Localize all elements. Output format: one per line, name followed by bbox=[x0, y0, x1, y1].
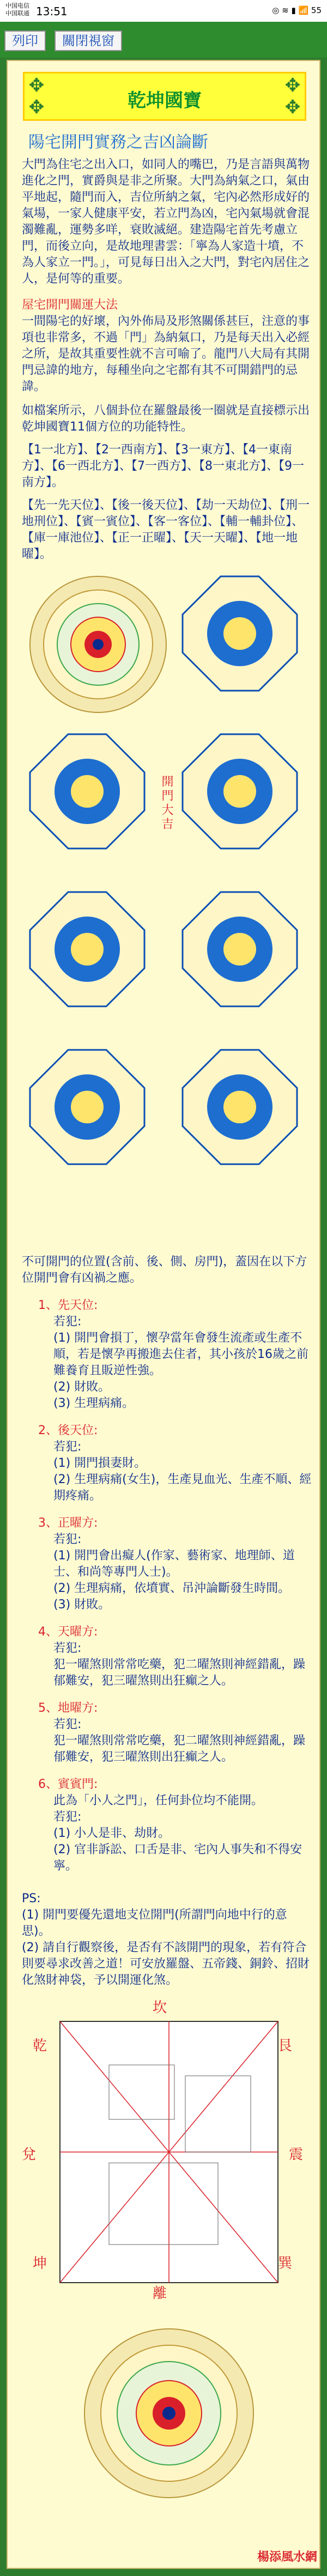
corner-ornament-icon: ✥ bbox=[284, 75, 301, 96]
item-4 bbox=[22, 1624, 314, 1689]
section-heading: 屋宅開門關運大法 bbox=[22, 298, 118, 312]
section-paragraph: 如檔案所示，八個卦位在羅盤最後一圈就是直接標示出乾坤國寶11個方位的功能特性。 bbox=[22, 404, 310, 434]
vertical-caption: 開門大吉 bbox=[160, 775, 173, 832]
intro-paragraph: 大門為住宅之出入口，如同人的嘴巴，乃是言語與萬物進化之門，實爵與是非之所聚。大門為納氣之口，氣由平地起，隨門而入，吉位所納之氣，宅內必然形成好的氣場，一家人健康平安，若立門為凶，宅內氣場就會混濁難亂，運勢多咩，衰敗滅絕。建造陽宅首先考慮立門，而後立向，是故地理書雲：「寧為人家造十墳，不為人家立一門。」，可見每日出入之大門，對宅內居住之人，是何等的重要。 bbox=[22, 158, 310, 286]
item-5 bbox=[22, 1700, 314, 1766]
gua-list: 【先一先天位】、【後一後天位】、【劫一天劫位】、【刑一地刑位】、【賓一賓位】、【客一客位】、【輔一輔卦位】、【庫一庫池位】、【正一正曜】、【天一天曜】、【地一地曜】。 bbox=[22, 499, 310, 561]
carrier-line-1: 中国电信 bbox=[5, 2, 29, 9]
plan-label-xun: 巽 bbox=[278, 2255, 293, 2272]
item-title: 2、後天位: bbox=[38, 1424, 98, 1437]
plan-label-li: 離 bbox=[153, 2285, 167, 2302]
item-6 bbox=[22, 1776, 314, 1874]
positions-list: 【1一北方】、【2一西南方】、【3一東方】、【4一東南方】、【6一西北方】、【7一西方】、【8一東北方】、【9一南方】。 bbox=[22, 443, 304, 489]
plan-label-zhen: 震 bbox=[289, 2147, 304, 2163]
item-point: (2) 生理病痛，依墳實、吊沖論斷發生時間。 bbox=[53, 1582, 290, 1595]
item-rule: 若犯: bbox=[53, 1315, 82, 1329]
bagua-octagon-icon bbox=[27, 1047, 147, 1167]
bagua-figure bbox=[22, 574, 314, 1243]
item-point: 犯一曜煞則常常吃藥，犯二曜煞則神經錯亂，躁郁難安，犯三曜煞則出狂癲之人。 bbox=[53, 1658, 306, 1688]
item-point: (1) 開門會損丁，懷孕當年會發生流產或生產不順，若是懷孕再搬進去住者，其小孩於16歲之前難養育且販逆性強。 bbox=[53, 1331, 308, 1378]
item-point: (1) 開門損妻財。 bbox=[53, 1456, 147, 1470]
item-title: 1、先天位: bbox=[38, 1299, 98, 1312]
item-rule: 若犯: bbox=[53, 1533, 82, 1546]
ps-item: (2) 請自行觀察後，是否有不該開門的現象，若有符合則要尋求改善之道！可安放羅盤、五帝錢、銅鈴、招財化煞財神袋，予以開運化煞。 bbox=[22, 1941, 310, 1987]
item-point: 犯一曜煞則常常吃藥，犯二曜煞則神經錯亂，躁郁難安，犯三曜煞則出狂癲之人。 bbox=[53, 1734, 306, 1764]
warning-intro: 不可開門的位置(含前、後、側、房門)，蓋因在以下方位開門會有凶禍之應。 bbox=[22, 1255, 307, 1285]
item-title: 4、天曜方: bbox=[38, 1625, 98, 1639]
item-point: (2) 生理病痛(女生)，生產見血光、生產不順、經期疼痛。 bbox=[53, 1473, 312, 1503]
item-3 bbox=[22, 1515, 314, 1613]
bagua-octagon-icon bbox=[27, 889, 147, 1009]
item-title: 5、地曜方: bbox=[38, 1701, 98, 1715]
item-point: (2) 財敗。 bbox=[53, 1380, 111, 1394]
corner-ornament-icon: ✥ bbox=[28, 75, 45, 96]
article-title: 陽宅開門實務之吉凶論斷 bbox=[28, 133, 208, 152]
compass-wheel-icon bbox=[27, 574, 169, 715]
plan-label-kun: 坤 bbox=[33, 2255, 47, 2272]
site-watermark: 楊添風水網 bbox=[257, 2550, 317, 2564]
print-button[interactable]: 列印 bbox=[4, 30, 46, 51]
status-icons: ◎ ≋ ▮ 📶 55 bbox=[272, 5, 322, 15]
plan-label-qian: 乾 bbox=[33, 2038, 47, 2054]
carrier-info bbox=[5, 2, 29, 17]
corner-ornament-icon: ✥ bbox=[28, 96, 45, 118]
item-2 bbox=[22, 1423, 314, 1504]
ps-label: PS: bbox=[22, 1892, 41, 1905]
article-body bbox=[22, 126, 314, 2571]
bagua-octagon-icon bbox=[180, 731, 300, 851]
item-rule: 若犯: bbox=[53, 1718, 82, 1731]
item-title: 6、賓賓門: bbox=[38, 1778, 98, 1791]
floor-plan-icon bbox=[27, 2000, 311, 2304]
carrier-line-2: 中国联通 bbox=[5, 10, 29, 17]
plan-label-gen: 艮 bbox=[278, 2038, 293, 2054]
item-point: (1) 開門會出癡人(作家、藝術家、地理師、道士、和尚等專門人士)。 bbox=[53, 1549, 295, 1579]
item-point: (3) 生理病痛。 bbox=[53, 1397, 135, 1410]
section-paragraph: 一間陽宅的好壞，內外佈局及形煞關係甚巨，注意的事項也非常多，不過「門」為納氣口，乃是每天出入必經之所，是故其重要性就不言可喻了。龍門八大局有其開門忌諱的地方，每種坐向之宅都有其不可開錯門的忌諱。 bbox=[22, 315, 310, 394]
item-point: (2) 官非訴訟、口舌是非、宅內人事失和不得安寧。 bbox=[53, 1843, 302, 1873]
plan-label-north: 坎 bbox=[153, 2000, 167, 2016]
item-1 bbox=[22, 1298, 314, 1412]
item-rule: 若犯: bbox=[53, 1641, 82, 1655]
bagua-octagon-icon bbox=[27, 731, 147, 851]
item-title: 3、正曜方: bbox=[38, 1516, 98, 1530]
close-window-button[interactable]: 關閉視窗 bbox=[55, 30, 122, 51]
item-rule: 若犯: bbox=[53, 1440, 82, 1454]
title-banner bbox=[23, 72, 306, 121]
corner-ornament-icon: ✥ bbox=[284, 96, 301, 118]
item-point: 若犯: bbox=[53, 1810, 82, 1824]
plan-label-dui: 兌 bbox=[22, 2147, 37, 2163]
bagua-octagon-icon bbox=[180, 889, 300, 1009]
item-point: (1) 小人是非、劫財。 bbox=[53, 1827, 171, 1840]
status-bar bbox=[0, 0, 327, 22]
clock: 13:51 bbox=[36, 5, 68, 18]
bagua-octagon-icon bbox=[180, 1047, 300, 1167]
toolbar bbox=[0, 22, 327, 58]
bagua-octagon-icon bbox=[180, 574, 300, 693]
item-rule: 此為「小人之門」，任何卦位均不能開。 bbox=[53, 1794, 264, 1807]
floor-plan-figure bbox=[22, 2000, 314, 2571]
compass-wheel-icon bbox=[82, 2326, 256, 2500]
ps-item: (1) 開門要優先還地支位開門(所謂門向地中行的意思)。 bbox=[22, 1908, 287, 1938]
page-title: 乾坤國寶 bbox=[128, 90, 202, 112]
item-point: (3) 財敗。 bbox=[53, 1598, 111, 1612]
content-paper bbox=[7, 60, 320, 2569]
